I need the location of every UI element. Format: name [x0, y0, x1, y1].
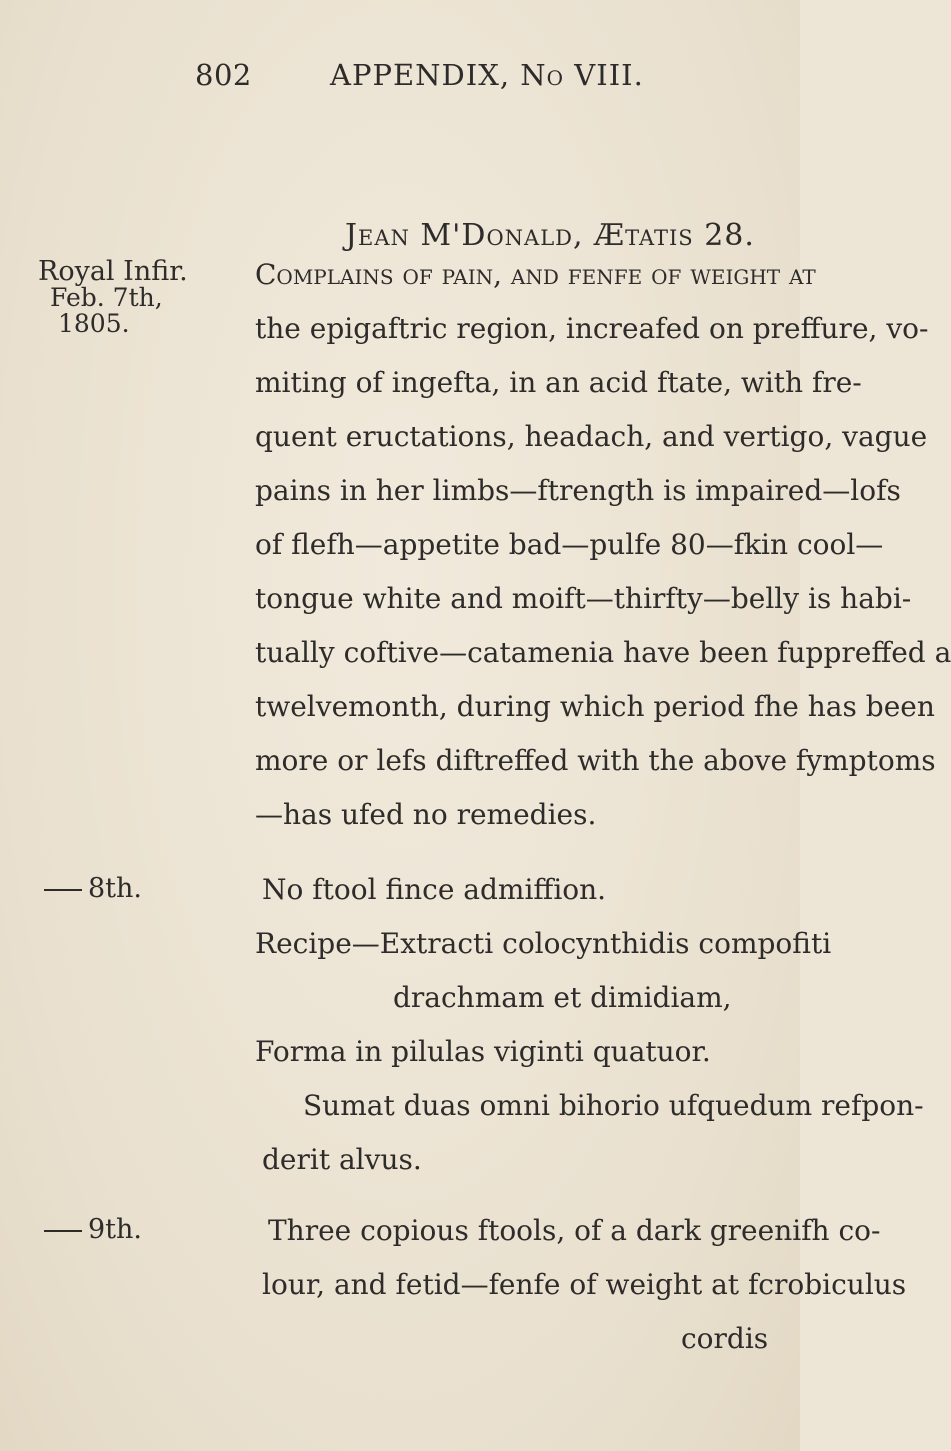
patient-heading: Jean M'Donald, Ætatis 28.: [345, 218, 755, 253]
para2-line-6: derit alvus.: [262, 1143, 422, 1176]
margin-entry-9th: [44, 1216, 142, 1244]
para2-line-4: Forma in pilulas viginti quatuor.: [255, 1035, 711, 1068]
para1-line-4: quent eructations, headach, and vertigo, vague: [255, 420, 928, 453]
margin-entry-8th-text: 8th.: [88, 873, 142, 904]
para1-line-3: miting of ingefta, in an acid ftate, with fre-: [255, 366, 862, 399]
para1-line-5: pains in her limbs—ftrength is impaired—lofs: [255, 474, 901, 507]
running-head: [330, 58, 644, 92]
page-number: 802: [195, 58, 252, 92]
para1-line-6: of flefh—appetite bad—pulfe 80—fkin cool—: [255, 528, 884, 561]
para2-line-3: drachmam et dimidiam,: [393, 981, 732, 1014]
margin-institution: Royal Infir.: [38, 256, 188, 287]
para1-line-2: the epigaftric region, increafed on preffure, vo-: [255, 312, 929, 345]
para2-line-2: Recipe—Extracti colocynthidis compofiti: [255, 927, 832, 960]
para3-line-2: lour, and fetid—fenfe of weight at fcrobiculus: [262, 1268, 907, 1301]
running-head-text: APPENDIX, No VIII.: [330, 58, 644, 92]
para1-line-1: Complains of pain, and fenfe of weight at: [255, 258, 816, 291]
para1-line-9: twelvemonth, during which period fhe has been: [255, 690, 935, 723]
para1-line-11: —has ufed no remedies.: [255, 798, 597, 831]
margin-entry-8th: [44, 875, 142, 903]
para1-line-8: tually coftive—catamenia have been fuppreffed a: [255, 636, 951, 669]
catchword: cordis: [681, 1322, 769, 1355]
para1-line-10: more or lefs diftreffed with the above fymptoms: [255, 744, 936, 777]
margin-date: Feb. 7th,: [50, 283, 163, 312]
margin-year: 1805.: [58, 309, 130, 338]
para3-line-1: Three copious ftools, of a dark greenifh co-: [268, 1214, 881, 1247]
para2-line-5: Sumat duas omni bihorio ufquedum refpon-: [303, 1089, 924, 1122]
margin-entry-9th-text: 9th.: [88, 1214, 142, 1245]
margin-dash: [44, 889, 82, 891]
margin-dash: [44, 1230, 82, 1232]
para1-line-7: tongue white and moift—thirfty—belly is habi-: [255, 582, 912, 615]
para2-line-1: No ftool fince admiffion.: [262, 873, 607, 906]
